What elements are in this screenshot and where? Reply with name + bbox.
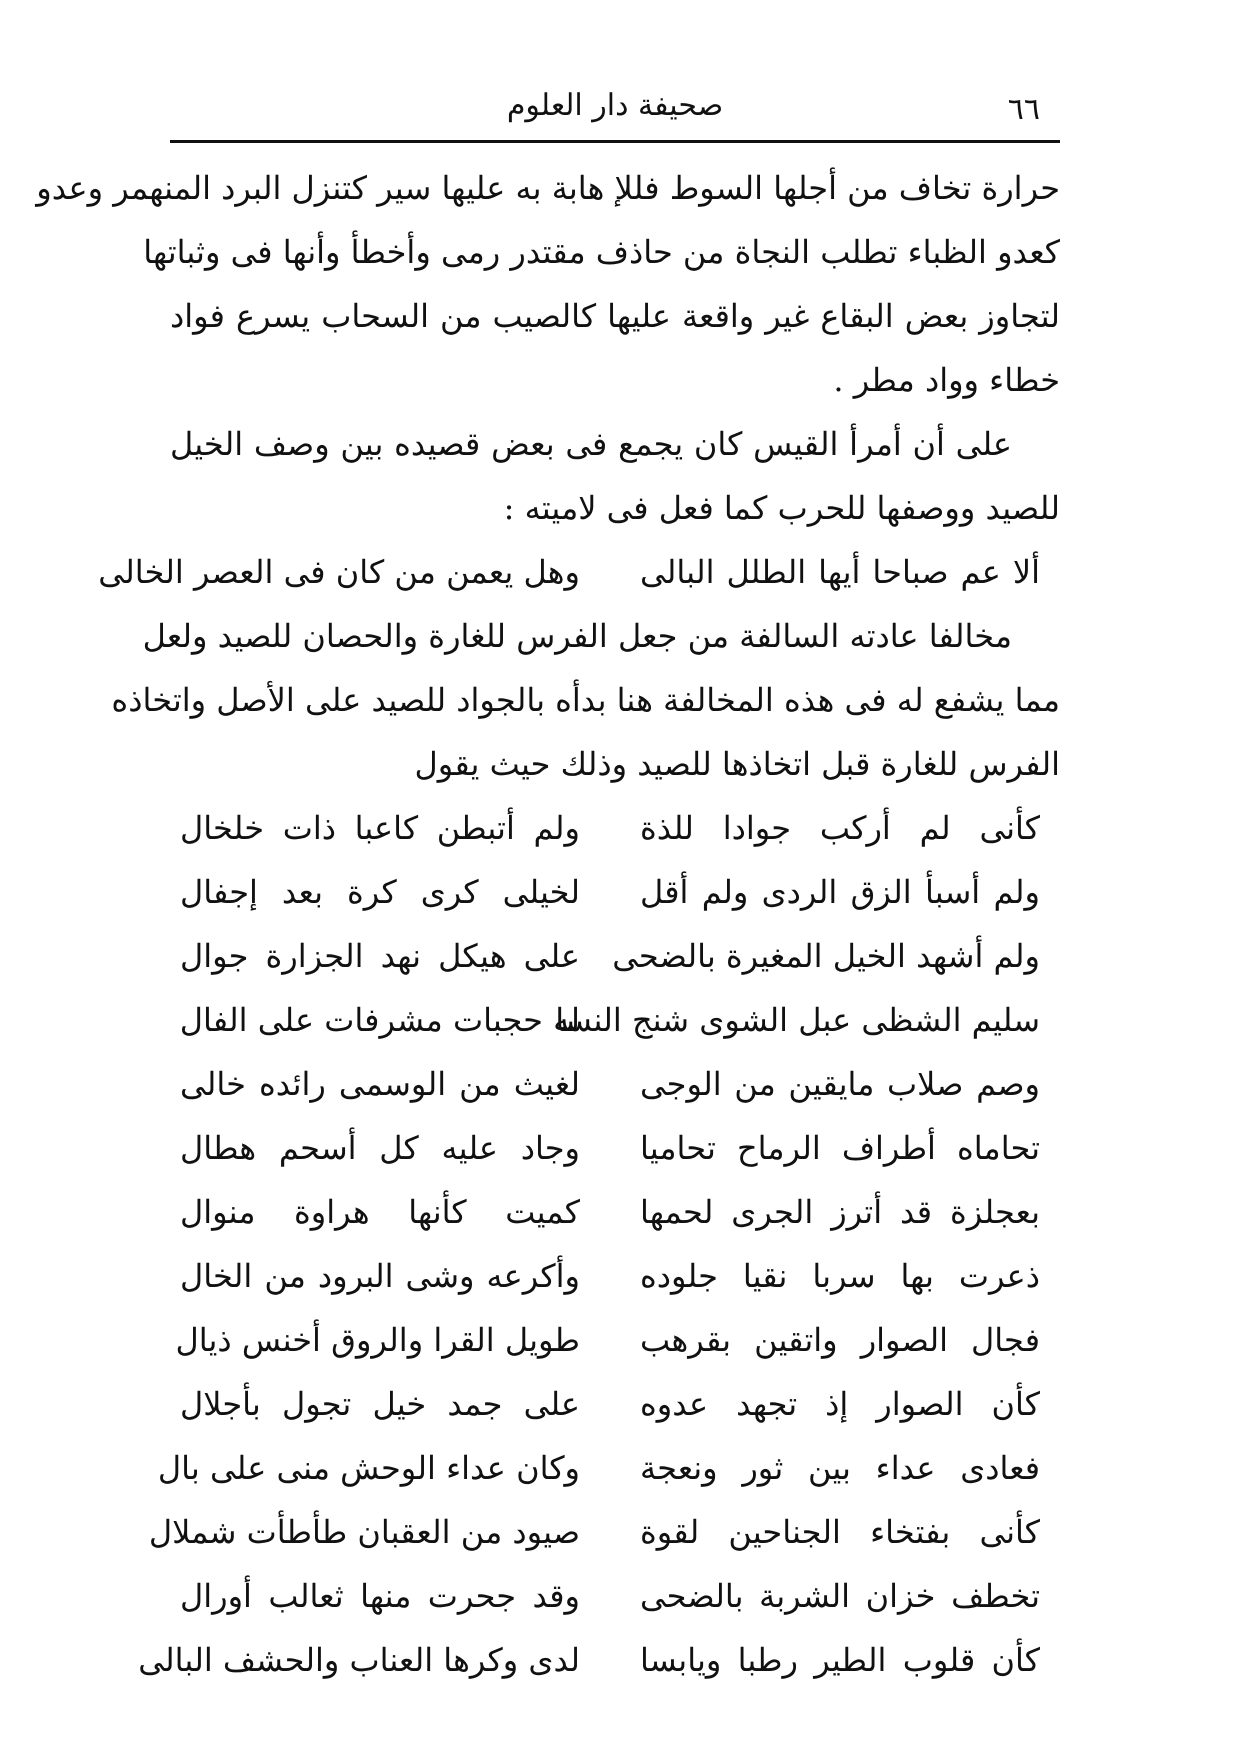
verse-line: [138, 1628, 1060, 1692]
verse-second-hemistich: صيود من العقبان طأطأت شملال: [148, 1513, 580, 1551]
verse-first-hemistich: بعجلزة قد أترز الجرى لحمها: [640, 1193, 1040, 1231]
page-body: [36, 156, 1060, 1692]
verse-second-hemistich: لدى وكرها العناب والحشف البالى: [138, 1641, 580, 1679]
verse-second-hemistich: كميت كأنها هراوة منوال: [180, 1193, 580, 1231]
text-line: خطاء وواد مطر .: [833, 361, 1060, 399]
text-line: حرارة تخاف من أجلها السوط فللإ هابة به عليها سير كتنزل البرد المنهمر وعدو: [36, 169, 1060, 207]
text-line: الفرس للغارة قبل اتخاذها للصيد وذلك حيث يقول: [414, 745, 1060, 783]
paragraph-2: [170, 412, 1060, 540]
verse-second-hemistich: لخيلى كرى كرة بعد إجفال: [180, 873, 580, 911]
verse-second-hemistich: وقد جحرت منها ثعالب أورال: [180, 1577, 580, 1615]
verse-line: [170, 1372, 1060, 1436]
text-line: للصيد ووصفها للحرب كما فعل فى لاميته :: [503, 489, 1060, 527]
text-line: كعدو الظباء تطلب النجاة من حاذف مقتدر رمى وأخطأ وأنها فى وثباتها: [143, 233, 1060, 271]
verse-second-hemistich: لغيث من الوسمى رائده خالى: [180, 1065, 580, 1103]
verse-first-hemistich: فجال الصوار واتقين بقرهب: [640, 1321, 1040, 1359]
verse-second-hemistich: على هيكل نهد الجزارة جوال: [180, 937, 580, 975]
verse-second-hemistich: على جمد خيل تجول بأجلال: [180, 1385, 580, 1423]
verse-first-hemistich: كأنى لم أركب جوادا للذة: [640, 809, 1040, 847]
verse-first-hemistich: ولم أشهد الخيل المغيرة بالضحى: [612, 937, 1040, 975]
verse-line: [170, 796, 1060, 860]
page-header: [170, 70, 1060, 142]
verse-second-hemistich: له حجبات مشرفات على الفال: [179, 1001, 580, 1039]
verse-second-hemistich: وهل يعمن من كان فى العصر الخالى: [98, 553, 580, 591]
verse-line: [170, 1116, 1060, 1180]
verse-first-hemistich: ذعرت بها سربا نقيا جلوده: [640, 1257, 1040, 1295]
running-title: صحيفة دار العلوم: [506, 88, 724, 123]
verse-line: [170, 1052, 1060, 1116]
page-number: ٦٦: [1007, 92, 1040, 127]
verse-second-hemistich: وجاد عليه كل أسحم هطال: [180, 1129, 580, 1167]
verse-second-hemistich: ولم أتبطن كاعبا ذات خلخال: [180, 809, 580, 847]
poem: [138, 796, 1060, 1692]
verse-line: [170, 1564, 1060, 1628]
verse-first-hemistich: كأن قلوب الطير رطبا ويابسا: [640, 1641, 1040, 1679]
verse-line: [170, 860, 1060, 924]
paragraph-3: [111, 604, 1060, 796]
verse-first-hemistich: ولم أسبأ الزق الردى ولم أقل: [640, 873, 1040, 911]
verse-line: [170, 1308, 1060, 1372]
verse-first-hemistich: كأن الصوار إذ تجهد عدوه: [640, 1385, 1040, 1423]
verse-line: [148, 1500, 1060, 1564]
verse-second-hemistich: طويل القرا والروق أخنس ذيال: [175, 1321, 580, 1359]
book-page: [36, 70, 1060, 1710]
verse-first-hemistich: كأنى بفتخاء الجناحين لقوة: [640, 1513, 1040, 1551]
paragraph-1: [36, 156, 1060, 412]
header-rule: [170, 140, 1060, 143]
verse-first-hemistich: ألا عم صباحا أيها الطلل البالى: [640, 553, 1040, 591]
verse-line: [170, 1180, 1060, 1244]
text-line: مما يشفع له فى هذه المخالفة هنا بدأه بالجواد للصيد على الأصل واتخاذه: [111, 681, 1060, 719]
text-line: لتجاوز بعض البقاع غير واقعة عليها كالصيب من السحاب يسرع فواد: [170, 297, 1060, 335]
verse-first-hemistich: فعادى عداء بين ثور ونعجة: [640, 1449, 1040, 1487]
verse-first-hemistich: وصم صلاب مايقين من الوجى: [640, 1065, 1040, 1103]
text-line: مخالفا عادته السالفة من جعل الفرس للغارة والحصان للصيد ولعل: [142, 617, 1012, 655]
verse-second-hemistich: وأكرعه وشى البرود من الخال: [180, 1257, 580, 1295]
verse-line: [157, 1436, 1060, 1500]
verse-first-hemistich: تحاماه أطراف الرماح تحاميا: [640, 1129, 1040, 1167]
verse-line: [170, 924, 1060, 988]
verse-line: [170, 1244, 1060, 1308]
verse-second-hemistich: وكان عداء الوحش منى على بال: [157, 1449, 580, 1487]
verse-line: [170, 988, 1060, 1052]
verse-line: [98, 540, 1060, 604]
text-line: على أن أمرأ القيس كان يجمع فى بعض قصيده بين وصف الخيل: [170, 425, 1013, 463]
verse-first-hemistich: تخطف خزان الشربة بالضحى: [640, 1577, 1040, 1615]
verse-first-hemistich: سليم الشظى عبل الشوى شنج النسا: [555, 1001, 1040, 1039]
